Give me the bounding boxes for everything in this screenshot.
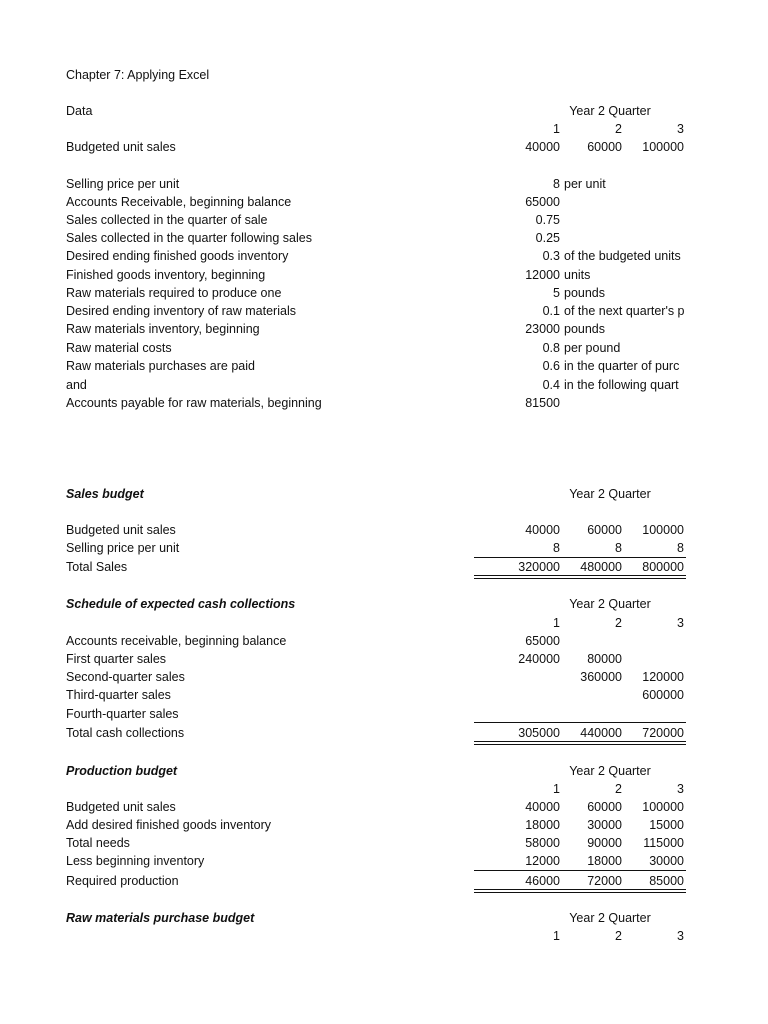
total-line	[474, 744, 686, 745]
param-label: Sales collected in the quarter of sale	[66, 213, 268, 227]
param-label: Accounts Receivable, beginning balance	[66, 195, 292, 209]
param-note: per pound	[564, 341, 621, 355]
row-label: Total needs	[66, 836, 130, 850]
row-label: Fourth-quarter sales	[66, 707, 179, 721]
total-line	[474, 889, 686, 890]
cell-value: 100000	[642, 523, 684, 537]
param-label: Raw material costs	[66, 341, 172, 355]
data-heading: Data	[66, 104, 93, 118]
year-quarter-label: Year 2 Quarter	[569, 764, 651, 778]
param-value: 0.8	[542, 341, 560, 355]
cell-value: 720000	[642, 726, 684, 740]
row-label: Accounts receivable, beginning balance	[66, 634, 287, 648]
param-label: Raw materials inventory, beginning	[66, 322, 260, 336]
param-label: Raw materials required to produce one	[66, 286, 282, 300]
cell-value: 18000	[587, 854, 622, 868]
row-label: Budgeted unit sales	[66, 523, 176, 537]
quarter-number: 1	[553, 782, 560, 796]
total-line	[474, 741, 686, 742]
cell-value: 600000	[642, 688, 684, 702]
quarter-number: 3	[677, 616, 684, 630]
row-label: Selling price per unit	[66, 541, 180, 555]
cell-value: 90000	[587, 836, 622, 850]
quarter-number: 3	[677, 122, 684, 136]
row-label: Budgeted unit sales	[66, 800, 176, 814]
year-quarter-label: Year 2 Quarter	[569, 104, 651, 118]
total-line	[474, 578, 686, 579]
cell-value: 72000	[587, 874, 622, 888]
cell-value: 60000	[587, 800, 622, 814]
param-label: Raw materials purchases are paid	[66, 359, 255, 373]
cell-value: 40000	[525, 140, 560, 154]
cell-value: 60000	[587, 523, 622, 537]
cash-collections-heading: Schedule of expected cash collections	[66, 597, 296, 611]
row-label: Total cash collections	[66, 726, 185, 740]
param-note: in the following quart	[564, 378, 679, 392]
row-label: Budgeted unit sales	[66, 140, 176, 154]
param-value: 5	[553, 286, 560, 300]
param-value: 0.6	[542, 359, 560, 373]
param-value: 8	[553, 177, 560, 191]
sales-budget-heading: Sales budget	[66, 487, 144, 501]
param-note: per unit	[564, 177, 606, 191]
cell-value: 60000	[587, 140, 622, 154]
param-label: Desired ending finished goods inventory	[66, 249, 289, 263]
param-value: 65000	[525, 195, 560, 209]
param-label: Accounts payable for raw materials, beginning	[66, 396, 322, 410]
row-label: Third-quarter sales	[66, 688, 171, 702]
cell-value: 46000	[525, 874, 560, 888]
param-note: of the budgeted units	[564, 249, 681, 263]
cell-value: 40000	[525, 523, 560, 537]
cell-value: 15000	[649, 818, 684, 832]
param-value: 23000	[525, 322, 560, 336]
year-quarter-label: Year 2 Quarter	[569, 911, 651, 925]
param-note: pounds	[564, 286, 606, 300]
cell-value: 30000	[649, 854, 684, 868]
quarter-number: 3	[677, 782, 684, 796]
quarter-number: 1	[553, 122, 560, 136]
quarter-number: 2	[615, 616, 622, 630]
param-value: 0.3	[542, 249, 560, 263]
param-value: 81500	[525, 396, 560, 410]
row-label: Second-quarter sales	[66, 670, 185, 684]
cell-value: 100000	[642, 800, 684, 814]
page-title: Chapter 7: Applying Excel	[66, 68, 210, 82]
quarter-number: 2	[615, 929, 622, 943]
param-value: 0.25	[535, 231, 560, 245]
quarter-number: 3	[677, 929, 684, 943]
production-budget-heading: Production budget	[66, 764, 178, 778]
subtotal-line	[474, 557, 686, 558]
year-quarter-label: Year 2 Quarter	[569, 597, 651, 611]
year-quarter-label: Year 2 Quarter	[569, 487, 651, 501]
param-value: 0.75	[535, 213, 560, 227]
row-label: Required production	[66, 874, 179, 888]
param-label: and	[66, 378, 87, 392]
cell-value: 8	[677, 541, 684, 555]
cell-value: 440000	[580, 726, 622, 740]
param-note: in the quarter of purc	[564, 359, 680, 373]
param-label: Desired ending inventory of raw materials	[66, 304, 296, 318]
cell-value: 40000	[525, 800, 560, 814]
param-note: of the next quarter's p	[564, 304, 685, 318]
cell-value: 120000	[642, 670, 684, 684]
param-label: Finished goods inventory, beginning	[66, 268, 266, 282]
cell-value: 8	[553, 541, 560, 555]
quarter-number: 1	[553, 616, 560, 630]
total-line	[474, 892, 686, 893]
quarter-number: 2	[615, 122, 622, 136]
cell-value: 480000	[580, 560, 622, 574]
cell-value: 18000	[525, 818, 560, 832]
row-label: First quarter sales	[66, 652, 167, 666]
cell-value: 305000	[518, 726, 560, 740]
row-label: Total Sales	[66, 560, 128, 574]
subtotal-line	[474, 870, 686, 871]
quarter-number: 1	[553, 929, 560, 943]
cell-value: 85000	[649, 874, 684, 888]
quarter-number: 2	[615, 782, 622, 796]
row-label: Add desired finished goods inventory	[66, 818, 271, 832]
param-label: Selling price per unit	[66, 177, 180, 191]
cell-value: 100000	[642, 140, 684, 154]
cell-value: 8	[615, 541, 622, 555]
cell-value: 360000	[580, 670, 622, 684]
subtotal-line	[474, 722, 686, 723]
cell-value: 115000	[643, 836, 684, 850]
param-value: 12000	[525, 268, 560, 282]
cell-value: 320000	[518, 560, 560, 574]
raw-materials-budget-heading: Raw materials purchase budget	[66, 911, 255, 925]
cell-value: 800000	[642, 560, 684, 574]
param-value: 0.1	[542, 304, 560, 318]
param-label: Sales collected in the quarter following sales	[66, 231, 312, 245]
cell-value: 30000	[587, 818, 622, 832]
total-line	[474, 575, 686, 576]
param-note: units	[564, 268, 591, 282]
cell-value: 58000	[525, 836, 560, 850]
cell-value: 80000	[587, 652, 622, 666]
param-note: pounds	[564, 322, 606, 336]
row-label: Less beginning inventory	[66, 854, 205, 868]
cell-value: 240000	[518, 652, 560, 666]
cell-value: 65000	[525, 634, 560, 648]
cell-value: 12000	[525, 854, 560, 868]
param-value: 0.4	[542, 378, 560, 392]
